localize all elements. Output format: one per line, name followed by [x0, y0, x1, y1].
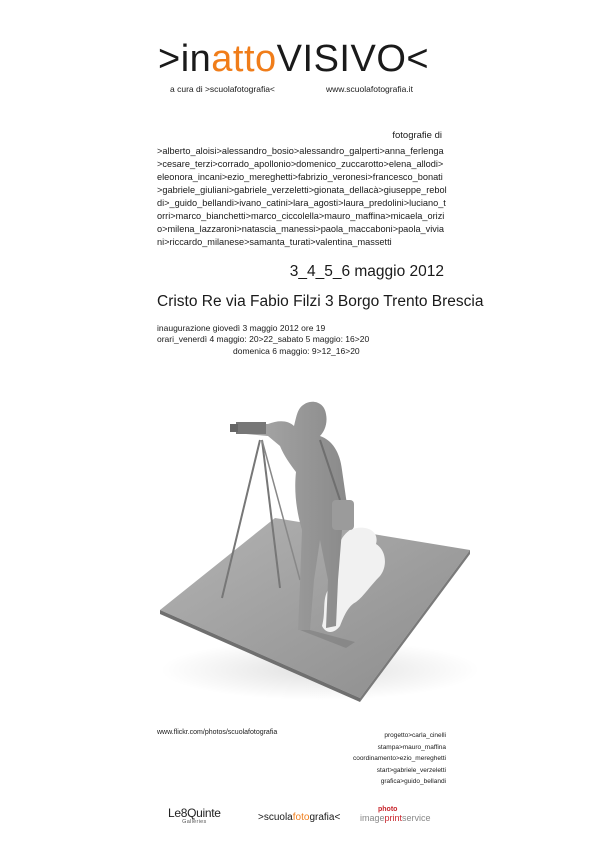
- title-highlight: atto: [211, 38, 277, 80]
- camera-lens: [230, 424, 238, 432]
- opening-hours-1: orari_venerdì 4 maggio: 20>22_sabato 5 maggio: 16>20: [157, 334, 370, 344]
- photographer-cutout-illustration: [150, 380, 480, 710]
- credit-item: stampa>mauro_maffina: [377, 743, 446, 751]
- curator-line: a cura di >scuolafotografia<: [170, 84, 275, 94]
- scuola-logo-highlight: foto: [292, 812, 310, 823]
- poster-title: [158, 40, 429, 78]
- photographers-list: >alberto_aloisi>alessandro_bosio>alessandro_galperti>anna_ferlenga>cesare_terzi>corrado_apollonio>domenico_zuccarotto>elena_allodi>eleonora_incani>ezio_mereghetti>fabrizio_veronesi>francesco_bonati>gabriele_giuliani>gabriele_verzeletti>gionata_dellacà>giuseppe_reboldi>_guido_bellandi>ivano_catini>lara_agosti>laura_predolini>luciano_torri>marco_bianchetti>marco_ciccolella>mauro_maffina>micaela_orizio>milena_lazzaroni>natascia_manessi>paola_maccaboni>paola_viviani>riccardo_milanese>samanta_turati>valentina_massetti: [157, 146, 447, 247]
- photographers-heading: fotografie di: [392, 130, 442, 141]
- event-dates: 3_4_5_6 maggio 2012: [289, 263, 444, 280]
- inauguration-info: inaugurazione giovedì 3 maggio 2012 ore 19: [157, 323, 326, 333]
- website-link[interactable]: www.scuolafotografia.it: [326, 84, 413, 94]
- image-logo-c: service: [402, 813, 431, 823]
- camera-body: [236, 422, 266, 434]
- credit-item: grafica>guido_bellandi: [380, 778, 446, 785]
- image-logo-a: image: [360, 813, 385, 823]
- le8quinte-logo-name: Le8Quinte: [168, 806, 221, 820]
- opening-hours-2: domenica 6 maggio: 9>12_16>20: [233, 346, 360, 356]
- title-prefix: >in: [158, 38, 212, 80]
- le8quinte-logo-sub: Galleries: [182, 819, 207, 825]
- title-suffix: VISIVO<: [276, 38, 430, 80]
- credit-item: coordinamento>ezio_mereghetti: [352, 755, 446, 762]
- event-venue: Cristo Re via Fabio Filzi 3 Borgo Trento Brescia: [157, 293, 484, 310]
- credits-list: [353, 730, 446, 788]
- flickr-link[interactable]: www.flickr.com/photos/scuolafotografia: [157, 729, 278, 736]
- imageprintservice-logo: [360, 806, 431, 823]
- image-logo-photo: photo: [378, 806, 398, 813]
- le8quinte-logo: [168, 807, 221, 826]
- scuola-logo-suffix: grafia<: [309, 812, 341, 823]
- scuola-logo-prefix: >scuola: [258, 812, 293, 823]
- image-logo-b: print: [384, 813, 403, 823]
- credit-item: progetto>carla_cinelli: [384, 732, 446, 739]
- camera-bag: [332, 500, 354, 530]
- credit-item: start>gabriele_verzeletti: [376, 766, 446, 774]
- scuolafotografia-logo: [258, 812, 340, 823]
